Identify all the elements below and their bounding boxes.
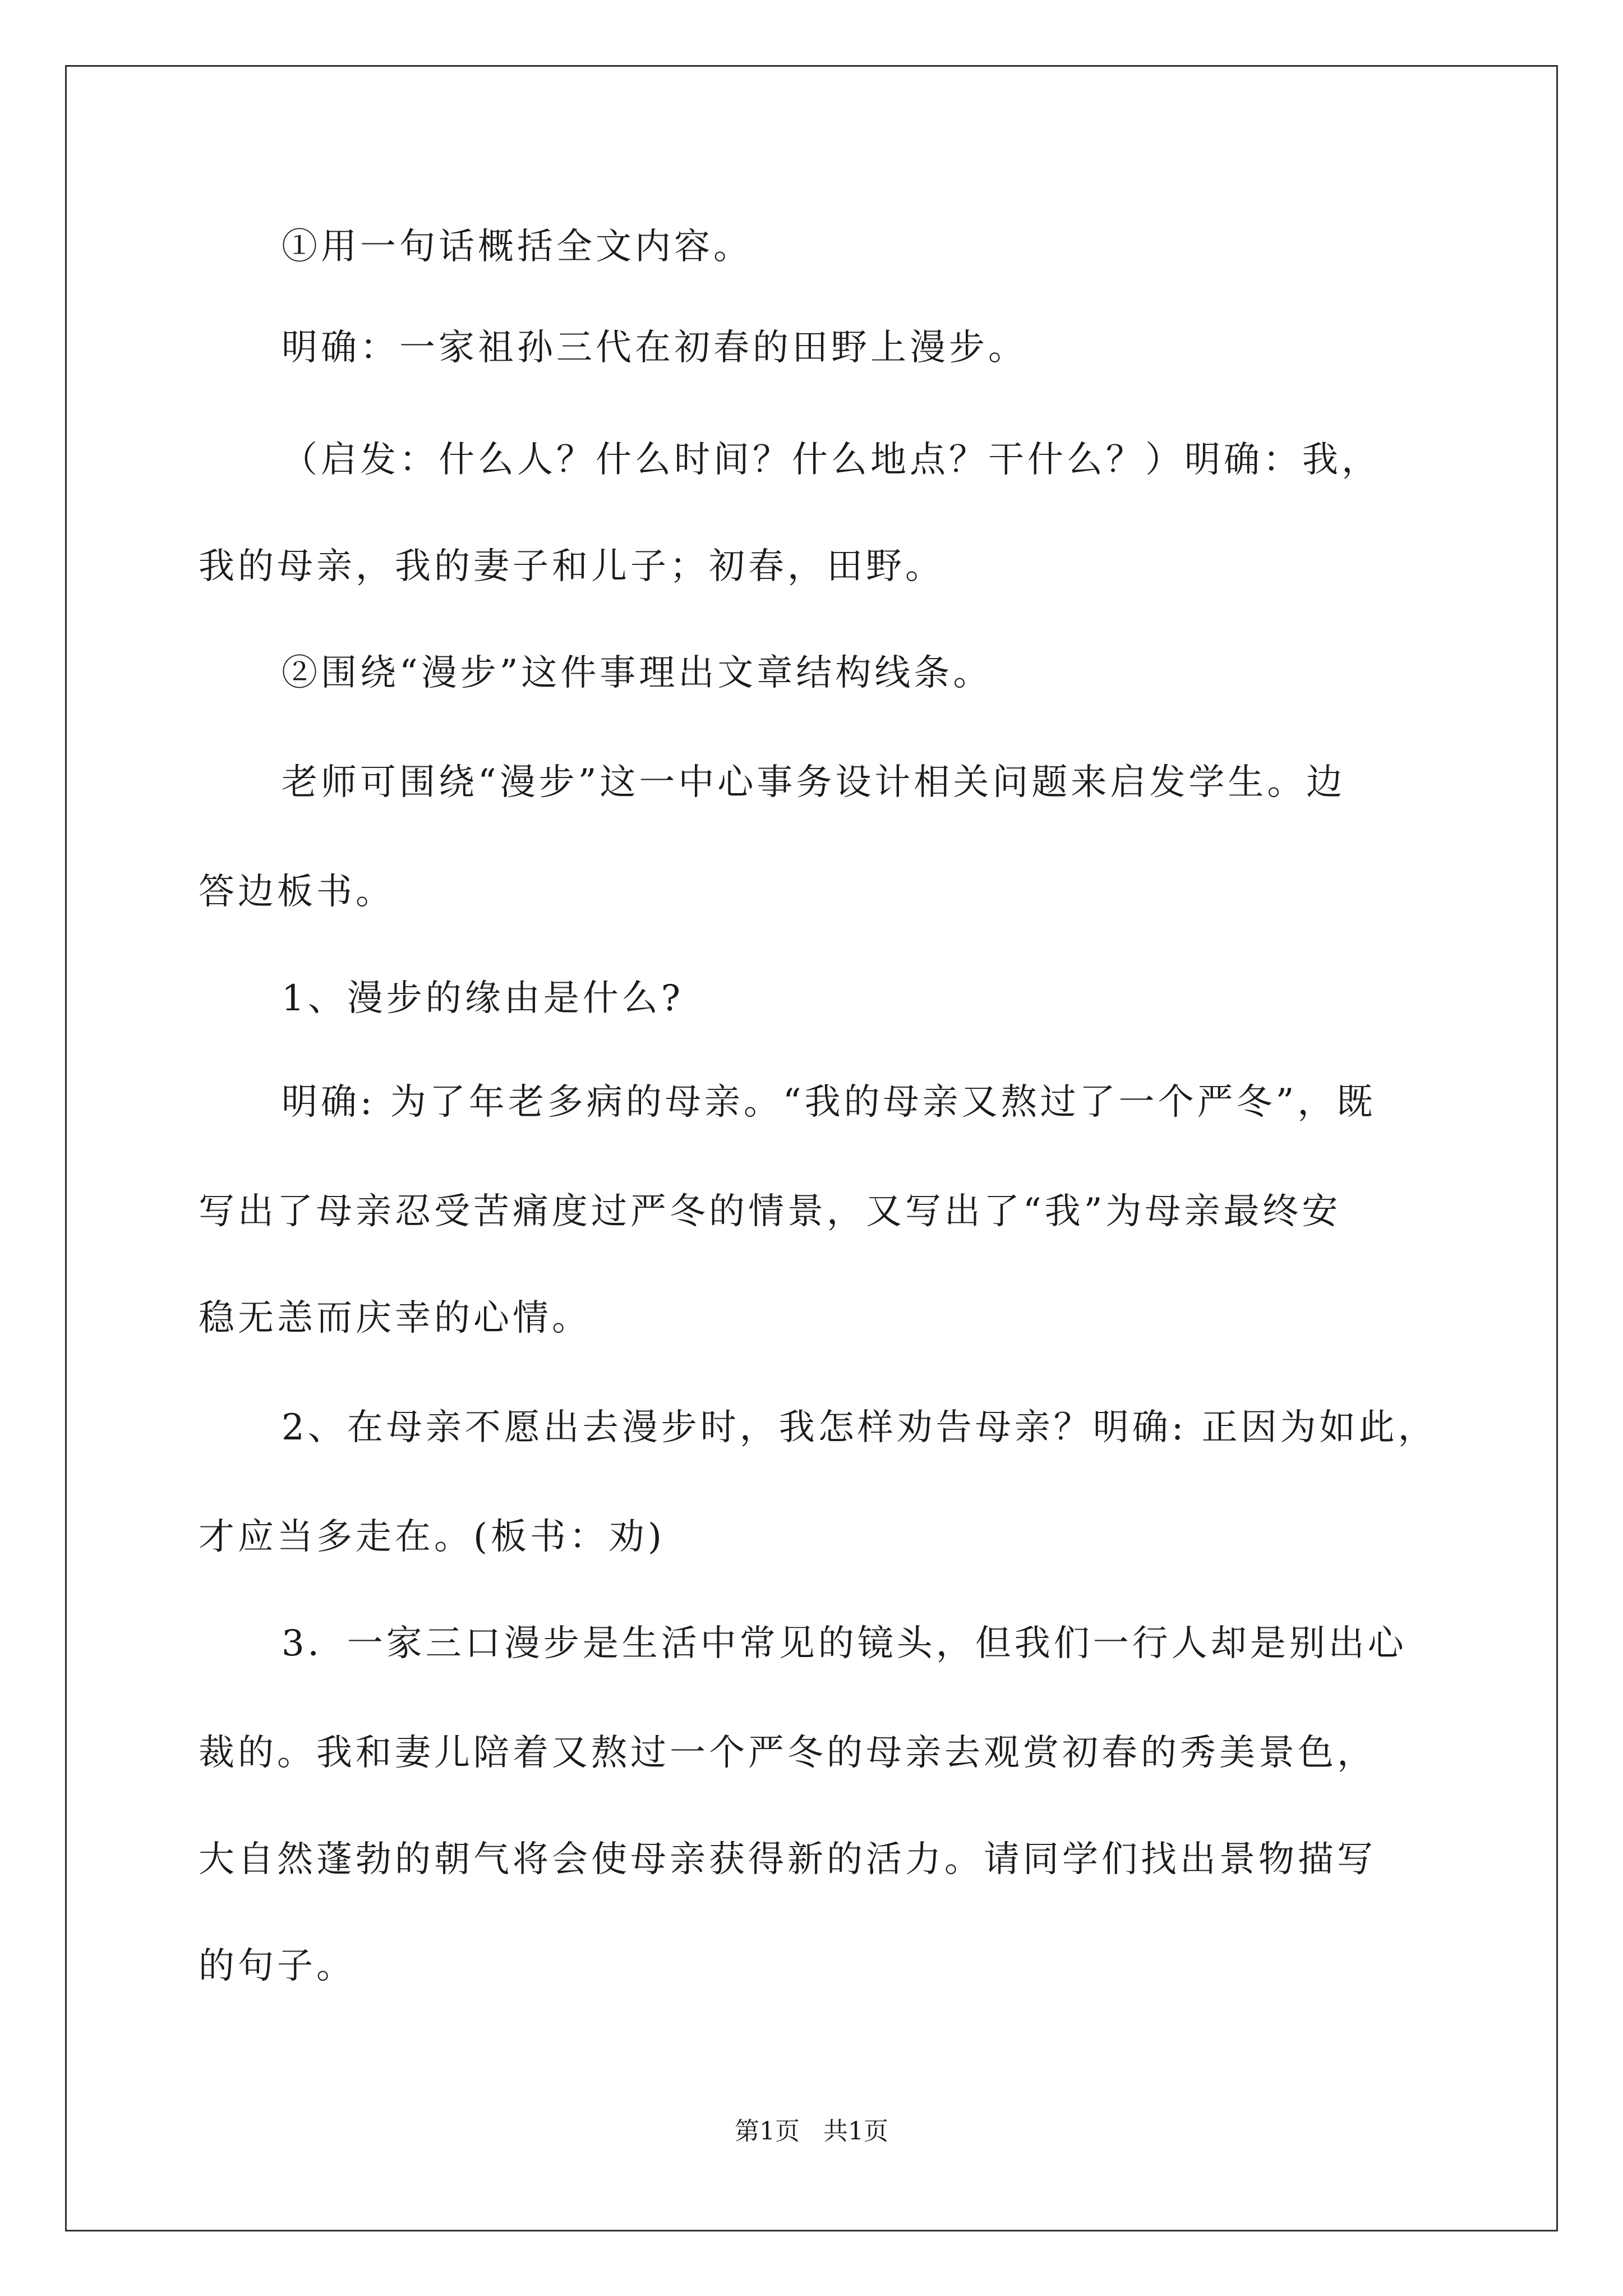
text-line: 写出了母亲忍受苦痛度过严冬的情景，又写出了“我”为母亲最终安 xyxy=(199,1191,1341,1232)
text-line: 裁的。我和妻儿陪着又熬过一个严冬的母亲去观赏初春的秀美景色， xyxy=(199,1732,1376,1774)
text-line: 3．一家三口漫步是生活中常见的镜头，但我们一行人却是别出心 xyxy=(282,1623,1407,1664)
text-line: 明确: 为了年老多病的母亲。“我的母亲又熬过了一个严冬”，既 xyxy=(282,1082,1376,1123)
text-line: ②围绕“漫步”这件事理出文章结构线条。 xyxy=(282,652,993,694)
text-line: 2、在母亲不愿出去漫步时，我怎样劝告母亲？明确: 正因为如此， xyxy=(282,1407,1437,1448)
text-line: 答边板书。 xyxy=(199,871,395,913)
text-line: 1、漫步的缘由是什么? xyxy=(282,978,684,1019)
text-line: 才应当多走在。(板书：劝) xyxy=(199,1516,665,1558)
text-line: 明确：一家祖孙三代在初春的田野上漫步。 xyxy=(282,327,1027,369)
text-line: 的句子。 xyxy=(199,1945,356,1987)
text-line: 我的母亲，我的妻子和儿子；初春，田野。 xyxy=(199,546,944,587)
text-line: 老师可围绕“漫步”这一中心事务设计相关问题来启发学生。边 xyxy=(282,762,1346,803)
text-line: 稳无恙而庆幸的心情。 xyxy=(199,1297,591,1339)
text-line: 大自然蓬勃的朝气将会使母亲获得新的活力。请同学们找出景物描写 xyxy=(199,1839,1376,1880)
text-line: ①用一句话概括全文内容。 xyxy=(282,226,753,268)
page-border xyxy=(65,65,1558,2231)
text-line: （启发：什么人？什么时间？什么地点？干什么？）明确：我， xyxy=(282,439,1381,481)
page-footer: 第1页 共1页 xyxy=(735,2117,888,2146)
